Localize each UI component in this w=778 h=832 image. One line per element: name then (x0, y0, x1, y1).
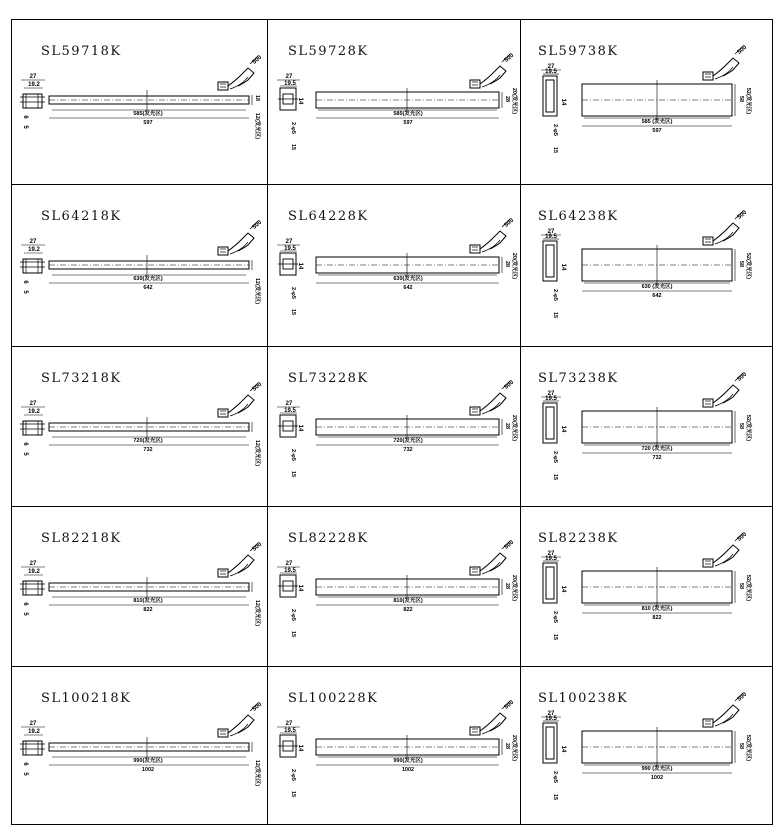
dimension-drawing (521, 507, 772, 667)
holes-label: 2-φ5 (290, 769, 296, 781)
cable-length-label: 500 (503, 379, 516, 391)
height-label: 58 (738, 95, 744, 103)
model-number: SL73238K (538, 371, 619, 386)
emitting-length-label: 810(发光区) (133, 598, 163, 604)
dim-inner-label: 19.5 (545, 396, 557, 402)
hole-spacing-label: 15 (290, 790, 296, 798)
model-number: SL59738K (538, 44, 619, 59)
connector-plug (218, 409, 228, 417)
overall-length-label: 642 (143, 285, 153, 291)
holes-label: 2-φ5 (552, 124, 558, 136)
model-cell (268, 507, 521, 667)
overall-length-label: 1002 (650, 775, 664, 781)
height-label: 58 (738, 260, 744, 268)
end-profile (543, 403, 557, 443)
dimension-drawing (268, 20, 521, 185)
cable-length-label: 500 (736, 371, 749, 383)
connector-plug (218, 729, 228, 737)
model-number: SL100228K (288, 691, 379, 706)
cable-length-label: 500 (251, 701, 264, 713)
dim-width-label: 27 (285, 74, 293, 80)
dim-14-label: 14 (297, 744, 303, 752)
cable-length-label: 500 (736, 531, 749, 543)
model-number: SL59718K (41, 44, 122, 59)
overall-length-label: 822 (652, 615, 662, 621)
dim-5-label: 5 (22, 290, 28, 294)
hole-spacing-label: 15 (552, 311, 558, 319)
connector-plug (470, 407, 480, 415)
overall-length-label: 597 (143, 120, 153, 126)
holes-label: 2-φ5 (552, 451, 558, 463)
emit-height-label: 52(发光区) (745, 252, 751, 280)
cable-length-label: 500 (503, 699, 516, 711)
overall-length-label: 822 (143, 607, 153, 613)
hole-spacing-label: 15 (290, 308, 296, 316)
model-number: SL59728K (288, 44, 369, 59)
dimension-drawing (12, 20, 268, 185)
dimension-drawing (12, 667, 268, 824)
dimension-drawing (268, 507, 521, 667)
dim-width-label: 27 (285, 561, 293, 567)
dimension-drawing (521, 347, 772, 507)
height-label: 58 (738, 582, 744, 590)
height-label: 58 (738, 422, 744, 430)
hole-spacing-label: 15 (552, 473, 558, 481)
height-label: 18 (254, 94, 260, 102)
hole-spacing-label: 15 (552, 793, 558, 801)
dim-width-label: 27 (285, 401, 293, 407)
holes-label: 2-φ5 (290, 122, 296, 134)
model-cell (12, 507, 268, 667)
model-number: SL64238K (538, 209, 619, 224)
dim-width-label: 27 (29, 239, 37, 245)
emit-height-label: 20(发光区) (511, 574, 517, 602)
overall-length-label: 597 (652, 128, 662, 134)
holes-label: 2-φ5 (290, 609, 296, 621)
emit-height-label: 12(发光区) (254, 439, 260, 467)
cable-length-label: 500 (251, 381, 264, 393)
emitting-length-label: 585 (发光区) (641, 119, 673, 125)
emitting-length-label: 630(发光区) (393, 276, 423, 282)
emitting-length-label: 720(发光区) (393, 438, 423, 444)
emitting-length-label: 585(发光区) (393, 111, 423, 117)
dimension-drawing (521, 185, 772, 347)
dim-14-label: 14 (297, 262, 303, 270)
model-cell (521, 185, 772, 347)
dim-width-label: 27 (29, 74, 37, 80)
height-label: 28 (504, 582, 510, 590)
dimension-drawing (268, 185, 521, 347)
height-label: 28 (504, 422, 510, 430)
model-number: SL100238K (538, 691, 629, 706)
dim-inner-label: 19.5 (284, 408, 296, 414)
emitting-length-label: 990(发光区) (133, 758, 163, 764)
dim-5-label: 5 (22, 452, 28, 456)
dim-inner-label: 19.2 (28, 247, 40, 253)
height-label: 28 (504, 260, 510, 268)
dim-inner-label: 19.5 (545, 556, 557, 562)
model-number: SL82218K (41, 531, 122, 546)
holes-label: 2-φ5 (552, 611, 558, 623)
cable-length-label: 500 (503, 539, 516, 551)
dim-width-label: 27 (547, 64, 555, 70)
emitting-length-label: 630 (发光区) (641, 284, 673, 290)
dim-inner-label: 19.5 (545, 69, 557, 75)
overall-length-label: 822 (403, 607, 413, 613)
emitting-length-label: 720(发光区) (133, 438, 163, 444)
dim-width-label: 27 (29, 561, 37, 567)
cable-length-label: 500 (736, 209, 749, 221)
dim-14-label: 14 (297, 424, 303, 432)
model-cell (521, 347, 772, 507)
dimension-drawing (268, 347, 521, 507)
emit-height-label: 12(发光区) (254, 112, 260, 140)
overall-length-label: 732 (143, 447, 153, 453)
hole-spacing-label: 15 (552, 633, 558, 641)
cable-length-label: 500 (503, 52, 516, 64)
model-cell (521, 507, 772, 667)
height-label: 28 (504, 742, 510, 750)
dim-inner-label: 19.2 (28, 569, 40, 575)
emitting-length-label: 810(发光区) (393, 598, 423, 604)
connector-plug (703, 237, 713, 245)
dim-6-label: 6 (22, 602, 28, 606)
dim-inner-label: 19.5 (284, 81, 296, 87)
emit-height-label: 20(发光区) (511, 414, 517, 442)
overall-length-label: 597 (403, 120, 413, 126)
dim-width-label: 27 (285, 721, 293, 727)
height-label: 58 (738, 742, 744, 750)
dim-width-label: 27 (547, 551, 555, 557)
overall-length-label: 642 (652, 293, 662, 299)
connector-plug (703, 719, 713, 727)
emit-height-label: 52(发光区) (745, 414, 751, 442)
dimension-drawing (521, 667, 772, 824)
connector-plug (218, 247, 228, 255)
dim-width-label: 27 (547, 229, 555, 235)
dim-5-label: 5 (22, 612, 28, 616)
dim-inner-label: 19.5 (545, 234, 557, 240)
model-number: SL73228K (288, 371, 369, 386)
emitting-length-label: 990(发光区) (393, 758, 423, 764)
emit-height-label: 20(发光区) (511, 87, 517, 115)
dim-14-label: 14 (560, 98, 566, 106)
emit-height-label: 52(发光区) (745, 574, 751, 602)
dim-6-label: 6 (22, 442, 28, 446)
dim-inner-label: 19.5 (284, 568, 296, 574)
dimension-drawing (12, 507, 268, 667)
cable-length-label: 500 (736, 44, 749, 56)
connector-plug (218, 569, 228, 577)
emit-height-label: 52(发光区) (745, 734, 751, 762)
hole-spacing-label: 15 (552, 146, 558, 154)
dim-inner-label: 19.5 (284, 728, 296, 734)
overall-length-label: 642 (403, 285, 413, 291)
dim-inner-label: 19.2 (28, 409, 40, 415)
emit-height-label: 12(发光区) (254, 599, 260, 627)
connector-plug (470, 727, 480, 735)
holes-label: 2-φ5 (552, 771, 558, 783)
model-cell (268, 185, 521, 347)
overall-length-label: 1002 (401, 767, 415, 773)
dim-width-label: 27 (29, 721, 37, 727)
overall-length-label: 732 (403, 447, 413, 453)
dim-5-label: 5 (22, 772, 28, 776)
model-number: SL100218K (41, 691, 132, 706)
dim-5-label: 5 (22, 125, 28, 129)
connector-plug (470, 245, 480, 253)
holes-label: 2-φ5 (290, 287, 296, 299)
dim-14-label: 14 (297, 97, 303, 105)
emitting-length-label: 630(发光区) (133, 276, 163, 282)
dimension-drawing (268, 667, 521, 824)
cable-length-label: 500 (251, 54, 264, 66)
model-cell (12, 20, 268, 185)
dimension-drawing (12, 347, 268, 507)
emit-height-label: 20(发光区) (511, 252, 517, 280)
model-number: SL64228K (288, 209, 369, 224)
emitting-length-label: 585(发光区) (133, 111, 163, 117)
overall-length-label: 732 (652, 455, 662, 461)
holes-label: 2-φ5 (290, 449, 296, 461)
model-cell (12, 667, 268, 824)
cable-length-label: 500 (251, 541, 264, 553)
emitting-length-label: 810 (发光区) (641, 606, 673, 612)
emit-height-label: 12(发光区) (254, 759, 260, 787)
dim-width-label: 27 (285, 239, 293, 245)
height-label: 28 (504, 95, 510, 103)
dim-14-label: 14 (297, 584, 303, 592)
hole-spacing-label: 15 (290, 143, 296, 151)
end-profile (543, 563, 557, 603)
dim-width-label: 27 (547, 711, 555, 717)
model-cell (12, 347, 268, 507)
model-number: SL64218K (41, 209, 122, 224)
dim-inner-label: 19.5 (545, 716, 557, 722)
model-cell (521, 20, 772, 185)
connector-plug (703, 72, 713, 80)
overall-length-label: 1002 (141, 767, 155, 773)
model-grid (12, 20, 772, 824)
connector-plug (470, 80, 480, 88)
model-cell (521, 667, 772, 824)
dim-inner-label: 19.5 (284, 246, 296, 252)
model-cell (12, 185, 268, 347)
end-profile (543, 723, 557, 763)
emit-height-label: 12(发光区) (254, 277, 260, 305)
holes-label: 2-φ5 (552, 289, 558, 301)
dim-inner-label: 19.2 (28, 82, 40, 88)
dim-width-label: 27 (547, 391, 555, 397)
cable-length-label: 500 (251, 219, 264, 231)
emitting-length-label: 720 (发光区) (641, 446, 673, 452)
connector-plug (703, 559, 713, 567)
dim-6-label: 6 (22, 762, 28, 766)
dimension-drawing (521, 20, 772, 185)
hole-spacing-label: 15 (290, 630, 296, 638)
dim-width-label: 27 (29, 401, 37, 407)
cable-length-label: 500 (736, 691, 749, 703)
dim-14-label: 14 (560, 263, 566, 271)
spec-sheet (11, 19, 773, 825)
dim-14-label: 14 (560, 745, 566, 753)
dim-inner-label: 19.2 (28, 729, 40, 735)
model-cell (268, 667, 521, 824)
cable-length-label: 500 (503, 217, 516, 229)
dimension-drawing (12, 185, 268, 347)
model-number: SL82238K (538, 531, 619, 546)
model-cell (268, 20, 521, 185)
connector-plug (703, 399, 713, 407)
hole-spacing-label: 15 (290, 470, 296, 478)
dim-14-label: 14 (560, 425, 566, 433)
emitting-length-label: 990 (发光区) (641, 766, 673, 772)
end-profile (543, 241, 557, 281)
dim-6-label: 6 (22, 115, 28, 119)
connector-plug (218, 82, 228, 90)
model-number: SL82228K (288, 531, 369, 546)
model-number: SL73218K (41, 371, 122, 386)
emit-height-label: 20(发光区) (511, 734, 517, 762)
dim-14-label: 14 (560, 585, 566, 593)
emit-height-label: 52(发光区) (745, 87, 751, 115)
connector-plug (470, 567, 480, 575)
dim-6-label: 6 (22, 280, 28, 284)
end-profile (543, 76, 557, 116)
model-cell (268, 347, 521, 507)
